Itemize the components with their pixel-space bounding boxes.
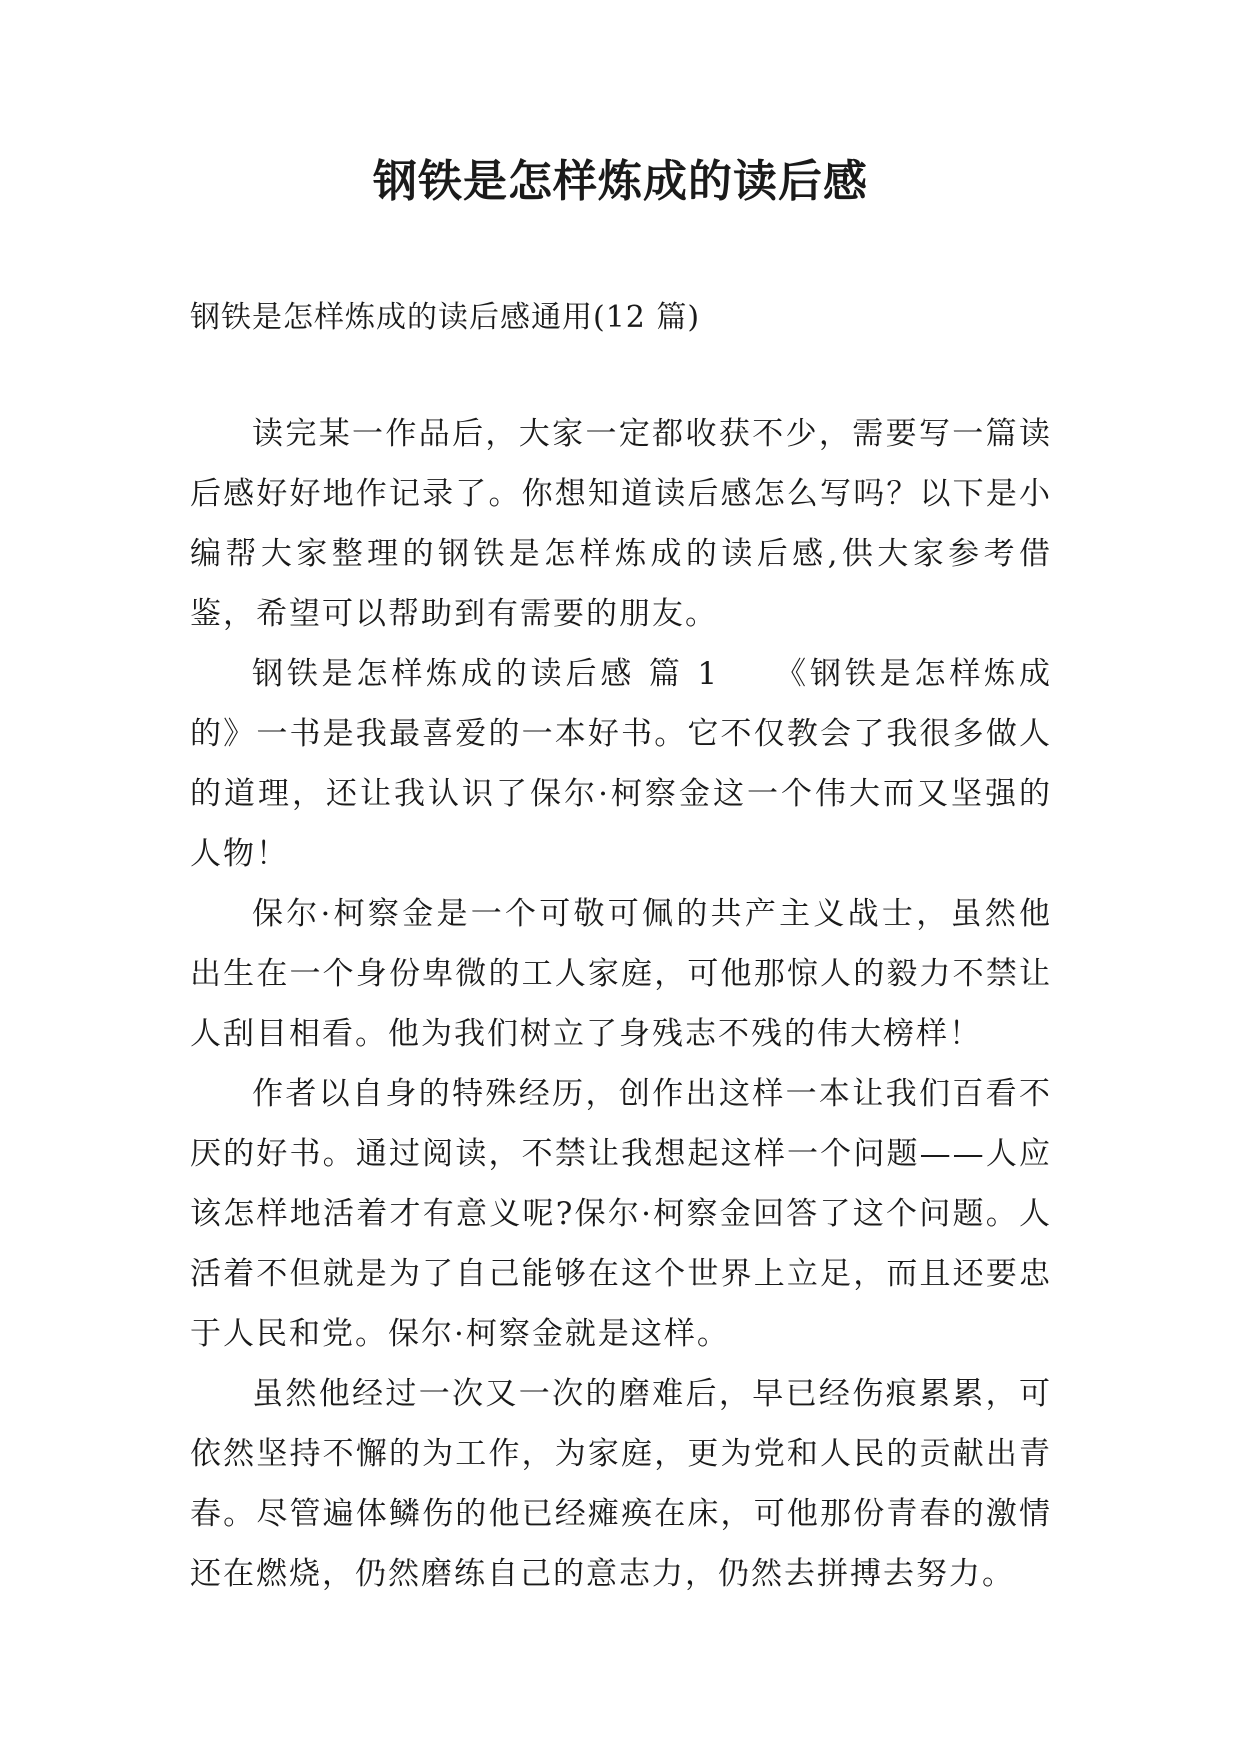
paragraph-paul: 保尔·柯察金是一个可敬可佩的共产主义战士，虽然他出生在一个身份卑微的工人家庭，可他那惊人的毅力不禁让人刮目相看。他为我们树立了身残志不残的伟大榜样！ xyxy=(190,896,1052,1052)
paragraph-author: 作者以自身的特殊经历，创作出这样一本让我们百看不厌的好书。通过阅读，不禁让我想起这样一个问题——人应该怎样地活着才有意义呢?保尔·柯察金回答了这个问题。人活着不但就是为了自己能够在这个世界上立足，而且还要忠于人民和党。保尔·柯察金就是这样。 xyxy=(190,1076,1052,1352)
document-body xyxy=(190,404,1052,1604)
paragraph-intro: 读完某一作品后，大家一定都收获不少，需要写一篇读后感好好地作记录了。你想知道读后感怎么写吗？以下是小编帮大家整理的钢铁是怎样炼成的读后感,供大家参考借鉴，希望可以帮助到有需要的朋友。 xyxy=(190,416,1052,632)
document-subtitle: 钢铁是怎样炼成的读后感通用(12 篇) xyxy=(190,300,701,335)
paragraph-section-1: 钢铁是怎样炼成的读后感 篇 1 《钢铁是怎样炼成的》一书是我最喜爱的一本好书。它不仅教会了我很多做人的道理，还让我认识了保尔·柯察金这一个伟大而又坚强的人物！ xyxy=(190,656,1052,872)
paragraph-hardship: 虽然他经过一次又一次的磨难后，早已经伤痕累累，可依然坚持不懈的为工作，为家庭，更为党和人民的贡献出青春。尽管遍体鳞伤的他已经瘫痪在床，可他那份青春的激情还在燃烧，仍然磨练自己的意志力，仍然去拼搏去努力。 xyxy=(190,1376,1052,1592)
document-title: 钢铁是怎样炼成的读后感 xyxy=(373,156,868,207)
